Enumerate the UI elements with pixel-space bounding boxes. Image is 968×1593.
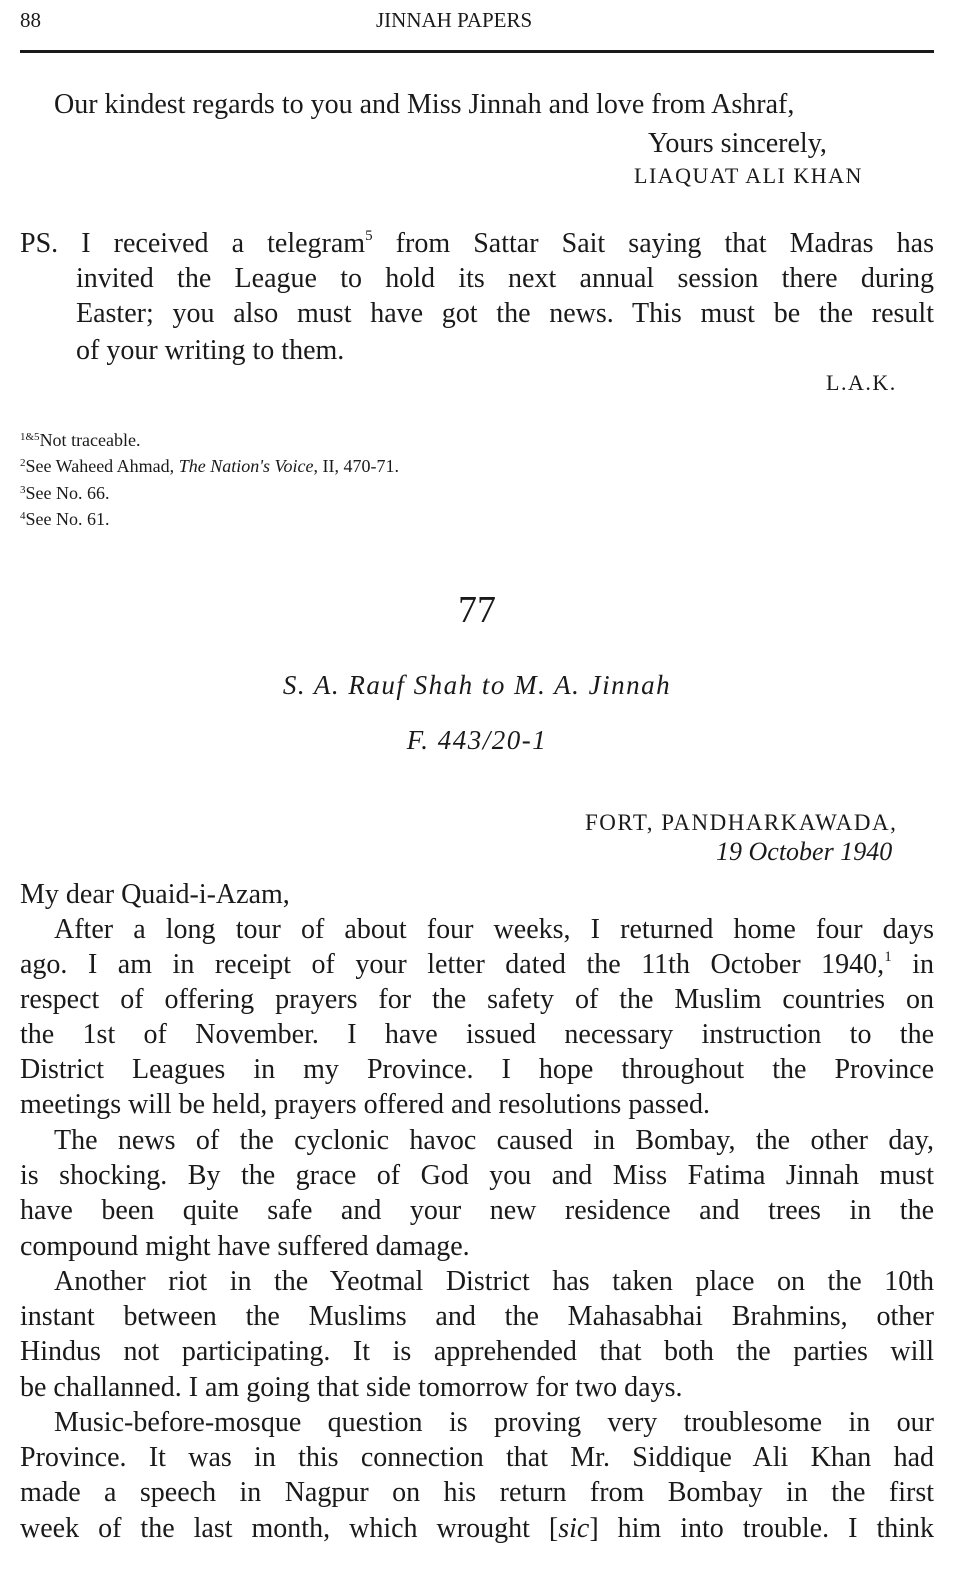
body-line: meetings will be held, prayers offered and resolutions passed. bbox=[20, 1089, 710, 1120]
ps-line: PS. I received a telegram$^5$ from Sattar Sait saying that Madras has bbox=[20, 228, 934, 259]
footnote: $^{1\&5}$Not traceable. bbox=[20, 430, 141, 450]
document-number: 77 bbox=[458, 589, 496, 631]
body-line: week of the last month, which wrought [sic] him into trouble. I think bbox=[20, 1513, 934, 1544]
signature: LIAQUAT ALI KHAN bbox=[634, 163, 863, 188]
body-line: The news of the cyclonic havoc caused in Bombay, the other day, bbox=[54, 1125, 934, 1156]
body-line: have been quite safe and your new residence and trees in the bbox=[20, 1195, 934, 1226]
body-line: After a long tour of about four weeks, I returned home four days bbox=[54, 914, 934, 945]
closing-regards: Our kindest regards to you and Miss Jinnah and love from Ashraf, bbox=[54, 89, 795, 120]
running-title: JINNAH PAPERS bbox=[376, 8, 533, 32]
body-line: made a speech in Nagpur on his return from Bombay in the first bbox=[20, 1477, 934, 1508]
footnote-ref: 5 bbox=[365, 228, 373, 244]
body-line: be challanned. I am going that side tomorrow for two days. bbox=[20, 1372, 683, 1403]
body-line: is shocking. By the grace of God you and Miss Fatima Jinnah must bbox=[20, 1160, 934, 1191]
ps-initials: L.A.K. bbox=[826, 370, 897, 395]
ps-line: Easter; you also must have got the news. This must be the result bbox=[76, 298, 934, 329]
header-rule bbox=[20, 50, 934, 53]
sender-address: FORT, PANDHARKAWADA, bbox=[585, 810, 898, 835]
page-number: 88 bbox=[20, 8, 41, 32]
salutation: My dear Quaid-i-Azam, bbox=[20, 879, 290, 910]
footnote-ref: 1 bbox=[884, 949, 892, 965]
book-page bbox=[20, 0, 934, 1593]
body-line: Music-before-mosque question is proving very troublesome in our bbox=[54, 1407, 934, 1438]
valediction: Yours sincerely, bbox=[648, 128, 827, 159]
page-header bbox=[20, 8, 934, 36]
body-line: Hindus not participating. It is apprehended that both the parties will bbox=[20, 1336, 934, 1367]
body-line: instant between the Muslims and the Mahasabhai Brahmins, other bbox=[20, 1301, 934, 1332]
document-title: S. A. Rauf Shah to M. A. Jinnah bbox=[282, 670, 672, 700]
body-line: ago. I am in receipt of your letter dated the 11th October 1940,$^1$ in bbox=[20, 949, 934, 980]
body-line: District Leagues in my Province. I hope throughout the Province bbox=[20, 1054, 934, 1085]
body-line: compound might have suffered damage. bbox=[20, 1231, 470, 1262]
body-line: the 1st of November. I have issued necessary instruction to the bbox=[20, 1019, 934, 1050]
footnote: $^3$See No. 66. bbox=[20, 483, 110, 503]
file-reference: F. 443/20-1 bbox=[406, 725, 548, 755]
footnote: $^4$See No. 61. bbox=[20, 509, 110, 529]
body-line: respect of offering prayers for the safety of the Muslim countries on bbox=[20, 984, 934, 1015]
body-line: Another riot in the Yeotmal District has taken place on the 10th bbox=[54, 1266, 934, 1297]
ps-line: of your writing to them. bbox=[76, 335, 345, 366]
letter-date: 19 October 1940 bbox=[716, 837, 893, 866]
footnote: $^2$See Waheed Ahmad, The Nation's Voice, II, 470-71. bbox=[20, 456, 400, 476]
ps-line: invited the League to hold its next annual session there during bbox=[76, 263, 934, 294]
body-line: Province. It was in this connection that Mr. Siddique Ali Khan had bbox=[20, 1442, 934, 1473]
